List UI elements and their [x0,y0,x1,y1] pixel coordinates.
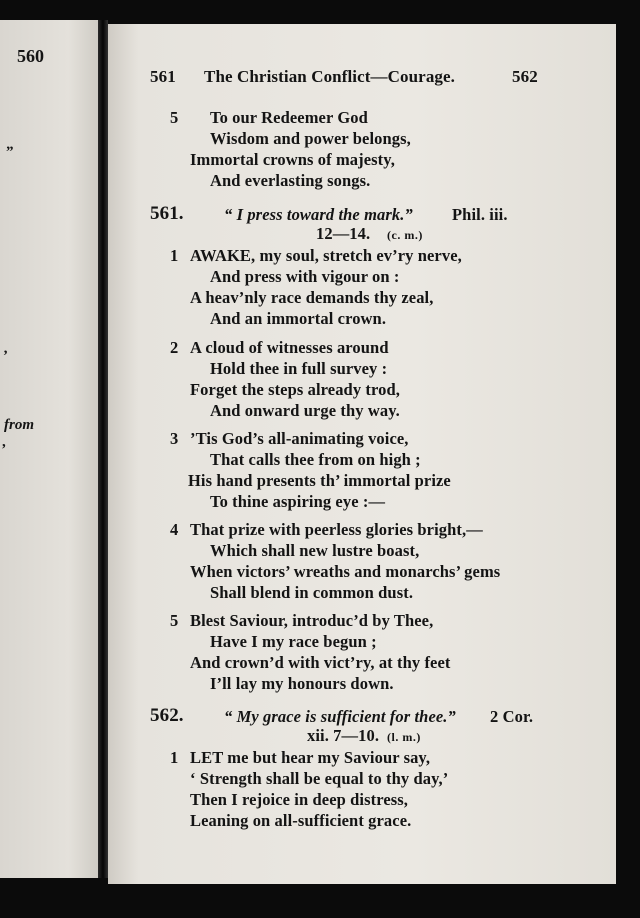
left-page-number: 560 [17,46,44,66]
stanza-number: 3 [170,429,179,448]
verse-line: A cloud of witnesses around [190,338,389,357]
verse-line: That calls thee from on high ; [210,450,421,469]
hymn-epigraph: “ My grace is sufficient for thee.” [224,707,456,726]
hymn-reference: 2 Cor. [490,707,534,726]
book-gutter [98,20,108,878]
verse-line: And onward urge thy way. [210,401,400,420]
left-fragment: , [2,434,6,450]
hymn-epigraph: “ I press toward the mark.” [224,205,413,224]
verse-line: To our Redeemer God [210,108,368,127]
verse-line: And crown’d with vict’ry, at thy feet [190,653,451,672]
verse-line: When victors’ wreaths and monarchs’ gems [190,562,501,581]
hymn-number: 561. [150,203,184,224]
verse-line: Wisdom and power belongs, [210,129,411,148]
verse-line: LET me but hear my Saviour say, [190,748,431,767]
verse-line: To thine aspiring eye :— [210,492,386,511]
stanza-number: 1 [170,246,179,265]
verse-line: And an immortal crown. [210,309,387,328]
verse-line: Immortal crowns of majesty, [190,150,395,169]
page-edge [616,24,640,884]
left-fragment: from [4,417,34,433]
verse-line: Hold thee in full survey : [210,359,388,378]
hymn-number: 562. [150,705,184,726]
hymn-reference: Phil. iii. [452,205,508,224]
hymn-reference: 12—14. [316,224,371,243]
verse-line: That prize with peerless glories bright,— [190,520,483,539]
verse-line: Blest Saviour, introduc’d by Thee, [190,611,434,630]
verse-line: Which shall new lustre boast, [210,541,420,560]
stanza-number: 5 [170,108,179,127]
stanza-number: 4 [170,520,179,539]
left-fragment: ’ [3,348,8,364]
verse-line: And press with vigour on : [210,267,400,286]
hymn-reference: xii. 7—10. [307,726,380,745]
verse-line: I’ll lay my honours down. [210,674,394,693]
verse-line: And everlasting songs. [210,171,371,190]
stanza-number: 1 [170,748,179,767]
verse-line: His hand presents th’ immortal prize [188,471,451,490]
verse-line: Shall blend in common dust. [210,583,414,602]
verse-line: ’Tis God’s all-animating voice, [190,429,409,448]
stanza-number: 5 [170,611,179,630]
verse-line: ‘ Strength shall be equal to thy day,’ [190,769,449,788]
hymn-meter: (c. m.) [387,228,423,242]
header-left-number: 561 [150,67,176,86]
verse-line: Then I rejoice in deep distress, [190,790,409,809]
page-title: The Christian Conflict—Courage. [204,67,456,86]
verse-line: A heav’nly race demands thy zeal, [190,288,434,307]
verse-line: Forget the steps already trod, [190,380,400,399]
left-fragment: ” [6,144,14,160]
verse-line: Have I my race begun ; [210,632,377,651]
stanza-number: 2 [170,338,179,357]
header-right-number: 562 [512,67,538,86]
verse-line: AWAKE, my soul, stretch ev’ry nerve, [190,246,462,265]
verse-line: Leaning on all-sufficient grace. [190,811,412,830]
hymn-meter: (l. m.) [387,730,421,744]
left-page [0,20,98,878]
